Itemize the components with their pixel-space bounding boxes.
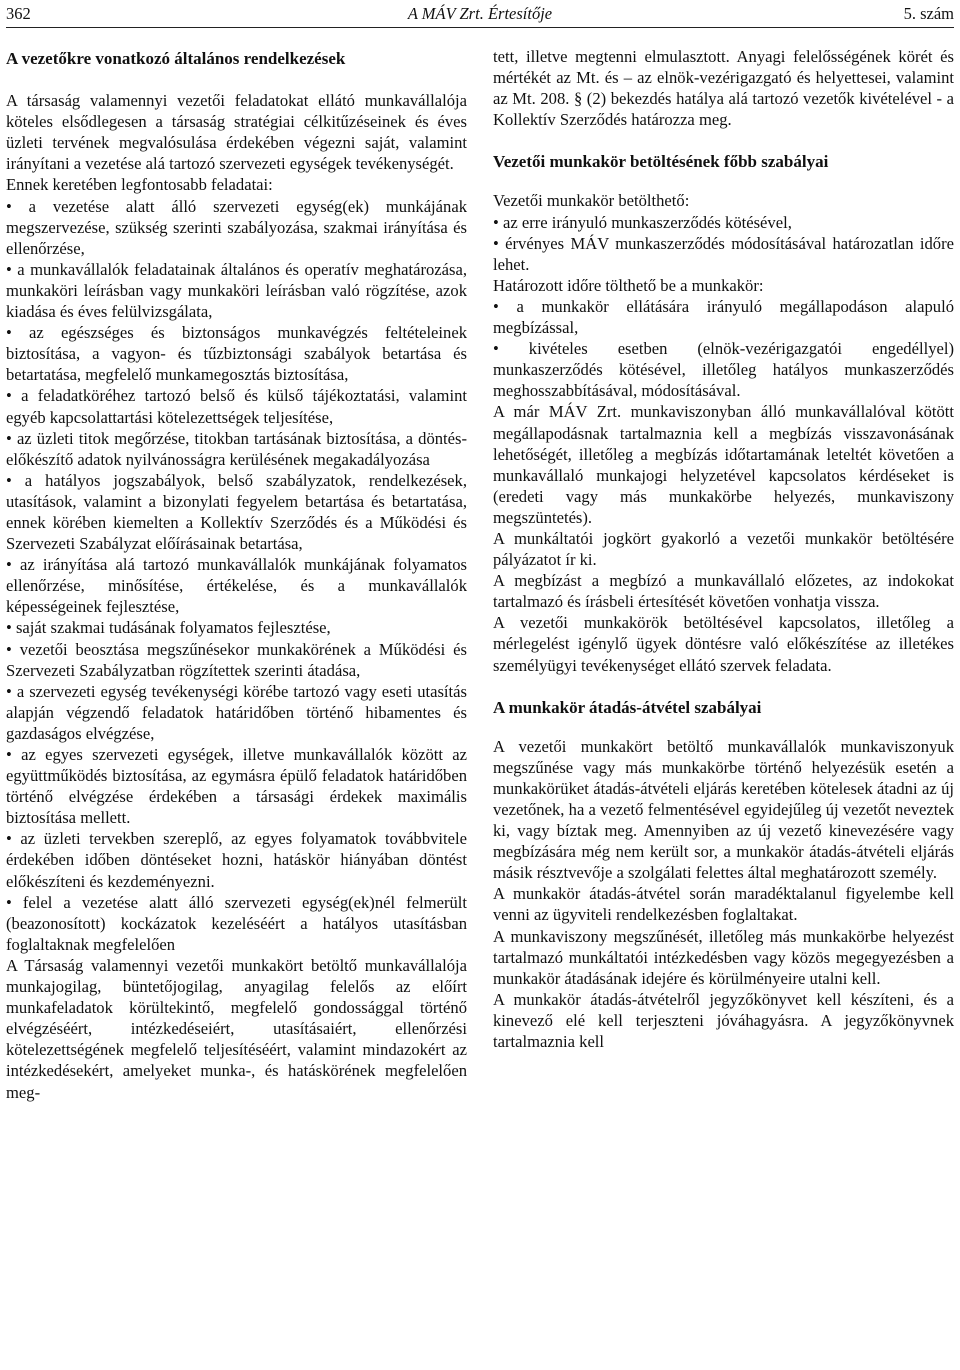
list-item: • saját szakmai tudásának folyamatos fejlesztése, bbox=[6, 617, 467, 638]
page-number: 362 bbox=[6, 4, 31, 23]
paragraph: A vezetői munkakörök betöltésével kapcsolatos, illetőleg a mérlegelést igénylő ügyek döntésre való előkészítése az illetékes személyügyi tevékenységet ellátó szervek feladata. bbox=[493, 613, 954, 675]
continuation-paragraph: tett, illetve megtenni elmulasztott. Anyagi felelősségének körét és mértékét az Mt. és – az elnök-vezérigazgató és helyettesei, valamint az Mt. 208. § (2) bekezdés hatálya alá tartozó vezetők kivételével - a Kollektív Szerződés határozza meg. bbox=[493, 47, 954, 130]
duties-lead: Ennek keretében legfontosabb feladatai: bbox=[6, 175, 273, 195]
list-item: • a szervezeti egység tevékenységi körébe tartozó vagy eseti utasítás alapján végzendő feladatok határidőben történő hibamentes és gazdaságos elvégzése, bbox=[6, 681, 467, 744]
paragraph: A vezetői munkakört betöltő munkavállalók munkaviszonyuk megszűnése vagy más munkakörbe történő helyezésük esetén a munkakörüket átadás-átvételi eljárás keretében kötelesek átadni az új vezetőnek, ha a vezető felmentésével egyidejűleg új vezetőt neveztek ki, vagy bíztak meg. Amennyiben az új vezető kinevezésére vagy megbízására még nem került sor, a munkakör átadás-átvételi eljárás másik résztvevője a szolgálati felettes által meghatározott személy. bbox=[493, 736, 954, 883]
list-item: • érvényes MÁV munkaszerződés módosításával határozatlan időre lehet. bbox=[493, 233, 954, 275]
list-item: • a hatályos jogszabályok, belső szabályzatok, rendelkezések, utasítások, valamint a bizonylati fegyelem betartása és betartatása, ennek körében kiemelten a Kollektív Szerződés és a Működési és Szervezeti Szabályzat előírásainak betartása, bbox=[6, 470, 467, 554]
liability-paragraph: A Társaság valamennyi vezetői munkakört betöltő munkavállalója munkajogilag, büntetőjogilag, anyagilag felelős az előírt munkafeladatok körültekintő, megfelelő gondossággal történő elvégzéséért, intézkedéseiért, utasításaiért, ellenőrzési kötelezettségének megfelelő teljesítéséért, valamint mindazokért az intézkedésekért, amelyeket munka-, és hatáskörének megfelelően meg- bbox=[6, 955, 467, 1102]
running-header bbox=[6, 4, 954, 26]
list-item: • a munkavállalók feladatainak általános és operatív meghatározása, munkaköri leírásban vagy munkaköri leírásban való rögzítése, azok kiadása és éves felülvizsgálata, bbox=[6, 259, 467, 322]
section-heading-filling: Vezetői munkakör betöltésének főbb szabályai bbox=[493, 152, 829, 172]
list-item: • vezetői beosztása megszűnésekor munkakörének a Működési és Szervezeti Szabályzatban rögzítettek szerinti átadása, bbox=[6, 639, 467, 681]
list-item: • a munkakör ellátására irányuló megállapodáson alapuló megbízással, bbox=[493, 296, 954, 338]
list-item: • a feladatköréhez tartozó belső és külső tájékoztatási, valamint egyéb kapcsolattartási kötelezettségek teljesítése, bbox=[6, 385, 467, 427]
list-item: • az irányítása alá tartozó munkavállalók munkájának folyamatos ellenőrzése, minősítése, értékelése, és a munkavállalók képességeinek fejlesztése, bbox=[6, 554, 467, 617]
paragraph: A már MÁV Zrt. munkaviszonyban álló munkavállalóval kötött megállapodásnak tartalmaznia kell a megbízás visszavonásának lehetőségét, illetőleg a megbízás időtartamának leteltét követően a munkavállaló munkajogi helyzetével kapcsolatos kérdéseket is (eredeti vagy más munkakörbe helyezés, munkaviszony megszüntetés). bbox=[493, 402, 954, 527]
publication-title: A MÁV Zrt. Értesítője bbox=[407, 4, 553, 23]
paragraph: A munkáltatói jogkört gyakorló a vezetői munkakör betöltésére pályázatot ír ki. bbox=[493, 528, 954, 570]
right-column bbox=[493, 46, 954, 1052]
issue-number: 5. szám bbox=[903, 4, 954, 23]
list-item: • az üzleti tervekben szereplő, az egyes folyamatok továbbvitele érdekében időben döntéseket hozni, hatáskör hiányában döntést előkészíteni és kezdeményezni. bbox=[6, 828, 467, 891]
section-heading-handover: A munkakör átadás-átvétel szabályai bbox=[493, 697, 762, 717]
list-item: • a vezetése alatt álló szervezeti egység(ek) munkájának megszervezése, szükség szerinti szabályozása, szakmai irányítása és ellenőrzése, bbox=[6, 196, 467, 259]
list-item: • az egyes szervezeti egységek, illetve munkavállalók között az együttműködés biztosítása, az egymásra épülő feladatok határidőben történő elvégzése érdekében a társasági érdekek maximális biztosítása mellett. bbox=[6, 744, 467, 828]
list-item: • kivételes esetben (elnök-vezérigazgatói engedéllyel) munkaszerződés kötésével, illetőleg hatályos munkaszerződés meghosszabbításával, módosításával. bbox=[493, 338, 954, 401]
paragraph: A munkakör átadás-átvétel során maradéktalanul figyelembe kell venni az ügyviteli rendelkezésben foglaltakat. bbox=[493, 884, 954, 925]
paragraph: A munkakör átadás-átvételről jegyzőkönyvet kell készíteni, és a kinevező elé kell terjeszteni jóváhagyásra. A jegyzőkönyvnek tartalmaznia kell bbox=[493, 989, 954, 1052]
list-item: • az erre irányuló munkaszerződés kötésével, bbox=[493, 212, 954, 233]
paragraph: A munkaviszony megszűnését, illetőleg más munkakörbe helyezést tartalmazó munkáltatói intézkedésben vagy közös megegyezésben a munkakör átadásának idejére és körülményeire utalni kell. bbox=[493, 926, 954, 988]
intro-paragraph: A társaság valamennyi vezetői feladatokat ellátó munkavállalója köteles elsődlegesen a társaság stratégiai célkitűzéseinek és éves üzleti tervének megvalósulása érdekében végezni saját, valamint irányítani a vezetése alá tartozó szervezeti egységek tevékenységét. bbox=[6, 91, 467, 174]
list-item: • felel a vezetése alatt álló szervezeti egység(ek)nél felmerült (beazonosított) kockázatok kezeléséért a hatályos utasításban foglaltaknak megfelelően bbox=[6, 892, 467, 955]
section-heading-general: A vezetőkre vonatkozó általános rendelkezések bbox=[6, 49, 346, 68]
filling-lead: Vezetői munkakör betölthető: bbox=[493, 191, 690, 211]
temporary-lead: Határozott időre tölthető be a munkakör: bbox=[493, 275, 764, 295]
header-rule bbox=[6, 27, 954, 28]
list-item: • az egészséges és biztonságos munkavégzés feltételeinek biztosítása, a vagyon- és tűzbiztonsági szabályok betartása és betartatása, megfelelő munkamegosztás biztosítása, bbox=[6, 322, 467, 385]
duties-list bbox=[6, 196, 467, 955]
left-column bbox=[6, 48, 467, 1103]
list-item: • az üzleti titok megőrzése, titokban tartásának biztosítása, a döntés-előkészítő adatok nyilvánosságra kerülésének megakadályozása bbox=[6, 428, 467, 470]
paragraph: A megbízást a megbízó a munkavállaló előzetes, az indokokat tartalmazó és írásbeli értesítését követően vonhatja vissza. bbox=[493, 571, 954, 612]
